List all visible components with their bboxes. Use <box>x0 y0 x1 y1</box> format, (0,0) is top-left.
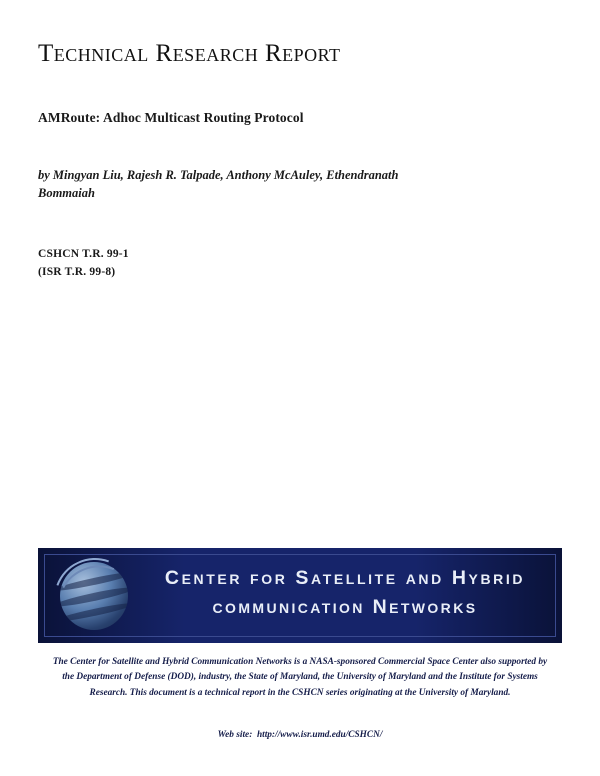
page-title: Technical Research Report <box>38 40 341 67</box>
report-id-secondary: (ISR T.R. 99-8) <box>38 265 116 278</box>
author-list: by Mingyan Liu, Rajesh R. Talpade, Anthony McAuley, Ethendranath Bommaiah <box>38 168 399 201</box>
orbit-arc-icon <box>49 555 143 643</box>
paper-subtitle: AMRoute: Adhoc Multicast Routing Protocol <box>38 110 304 125</box>
globe-network-logo <box>54 556 134 636</box>
report-id-primary: CSHCN T.R. 99-1 <box>38 248 129 261</box>
website-url[interactable]: http://www.isr.umd.edu/CSHCN/ <box>256 730 383 740</box>
footer-paragraph: The Center for Satellite and Hybrid Communication Networks is a NASA-sponsored Commercial Space Center also supported by the Department of Defense (DOD), industry, the State of Maryland, the University of Maryland and the Institute for Systems Research. This document is a technical report in the CSHCN series originating at the University of Maryland. <box>52 657 548 698</box>
website-line <box>46 730 554 740</box>
title-block <box>38 30 562 281</box>
banner-title <box>146 564 544 623</box>
cshcn-banner <box>38 548 562 643</box>
website-label: Web site <box>217 730 250 740</box>
banner-title-line1: Center for Satellite and Hybrid <box>164 567 526 589</box>
website-colon: : <box>249 730 257 740</box>
banner-title-line2: communication Networks <box>212 596 478 619</box>
report-identifiers <box>38 202 562 281</box>
